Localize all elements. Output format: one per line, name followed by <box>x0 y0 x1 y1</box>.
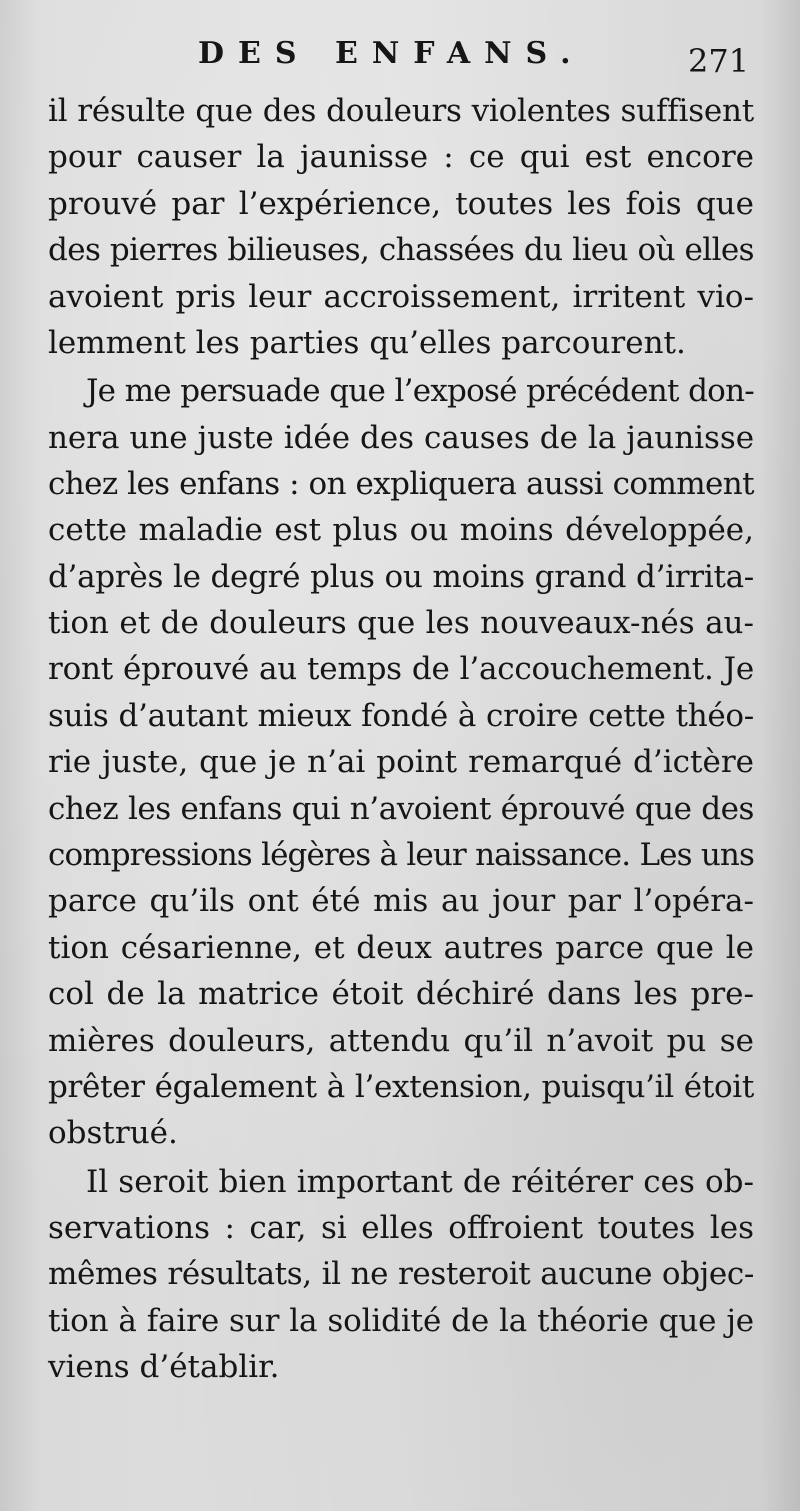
text-line: rie juste, que je n’ai point remarqué d’ictère <box>48 744 754 781</box>
text-line: mêmes résultats, il ne resteroit aucune objec- <box>48 1256 754 1293</box>
text-line: pour causer la jaunisse : ce qui est encore <box>48 139 754 176</box>
text-line: chez les enfans qui n’avoient éprouvé que des <box>48 790 754 827</box>
text-line: suis d’autant mieux fondé à croire cette théo- <box>48 697 754 734</box>
text-line: Il seroit bien important de réitérer ces ob- <box>86 1163 754 1200</box>
page-number: 271 <box>688 42 750 80</box>
paragraph-2 <box>48 368 754 1157</box>
text-line: tion et de douleurs que les nouveaux-nés au- <box>48 605 754 642</box>
text-line: il résulte que des douleurs violentes suffisent <box>48 93 754 129</box>
page-header <box>0 36 800 80</box>
paragraph-1 <box>48 88 754 366</box>
text-line: ront éprouvé au temps de l’accouchement. Je <box>48 651 754 688</box>
paragraph-3 <box>48 1159 754 1391</box>
text-line: tion césarienne, et deux autres parce que le <box>48 929 754 966</box>
text-line: avoient pris leur accroissement, irritent vio- <box>48 278 754 315</box>
text-line: cette maladie est plus ou moins développée, <box>48 512 754 549</box>
text-line: des pierres bilieuses, chassées du lieu où elles <box>48 232 754 269</box>
text-line: d’après le degré plus ou moins grand d’irrita- <box>48 558 754 595</box>
text-line: Je me persuade que l’exposé précédent don- <box>86 373 754 410</box>
text-line: servations : car, si elles offroient toutes les <box>48 1209 754 1246</box>
text-line: nera une juste idée des causes de la jaunisse <box>48 419 754 456</box>
running-head: DES ENFANS. <box>198 36 585 71</box>
text-line: viens d’établir. <box>48 1349 280 1386</box>
text-line: lemment les parties qu’elles parcourent. <box>48 324 686 361</box>
text-line: chez les enfans : on expliquera aussi comment <box>48 465 754 502</box>
text-line: col de la matrice étoit déchiré dans les pre- <box>48 976 754 1013</box>
text-line: obstrué. <box>48 1115 178 1152</box>
text-line: prêter également à l’extension, puisqu’il étoit <box>48 1069 754 1105</box>
page-body <box>48 88 754 1391</box>
text-line: tion à faire sur la solidité de la théorie que je <box>48 1302 754 1339</box>
text-line: prouvé par l’expérience, toutes les fois que <box>48 185 754 222</box>
text-line: mières douleurs, attendu qu’il n’avoit pu se <box>48 1022 754 1059</box>
text-line: parce qu’ils ont été mis au jour par l’opéra- <box>48 883 754 920</box>
text-line: compressions légères à leur naissance. Les uns <box>48 837 754 874</box>
